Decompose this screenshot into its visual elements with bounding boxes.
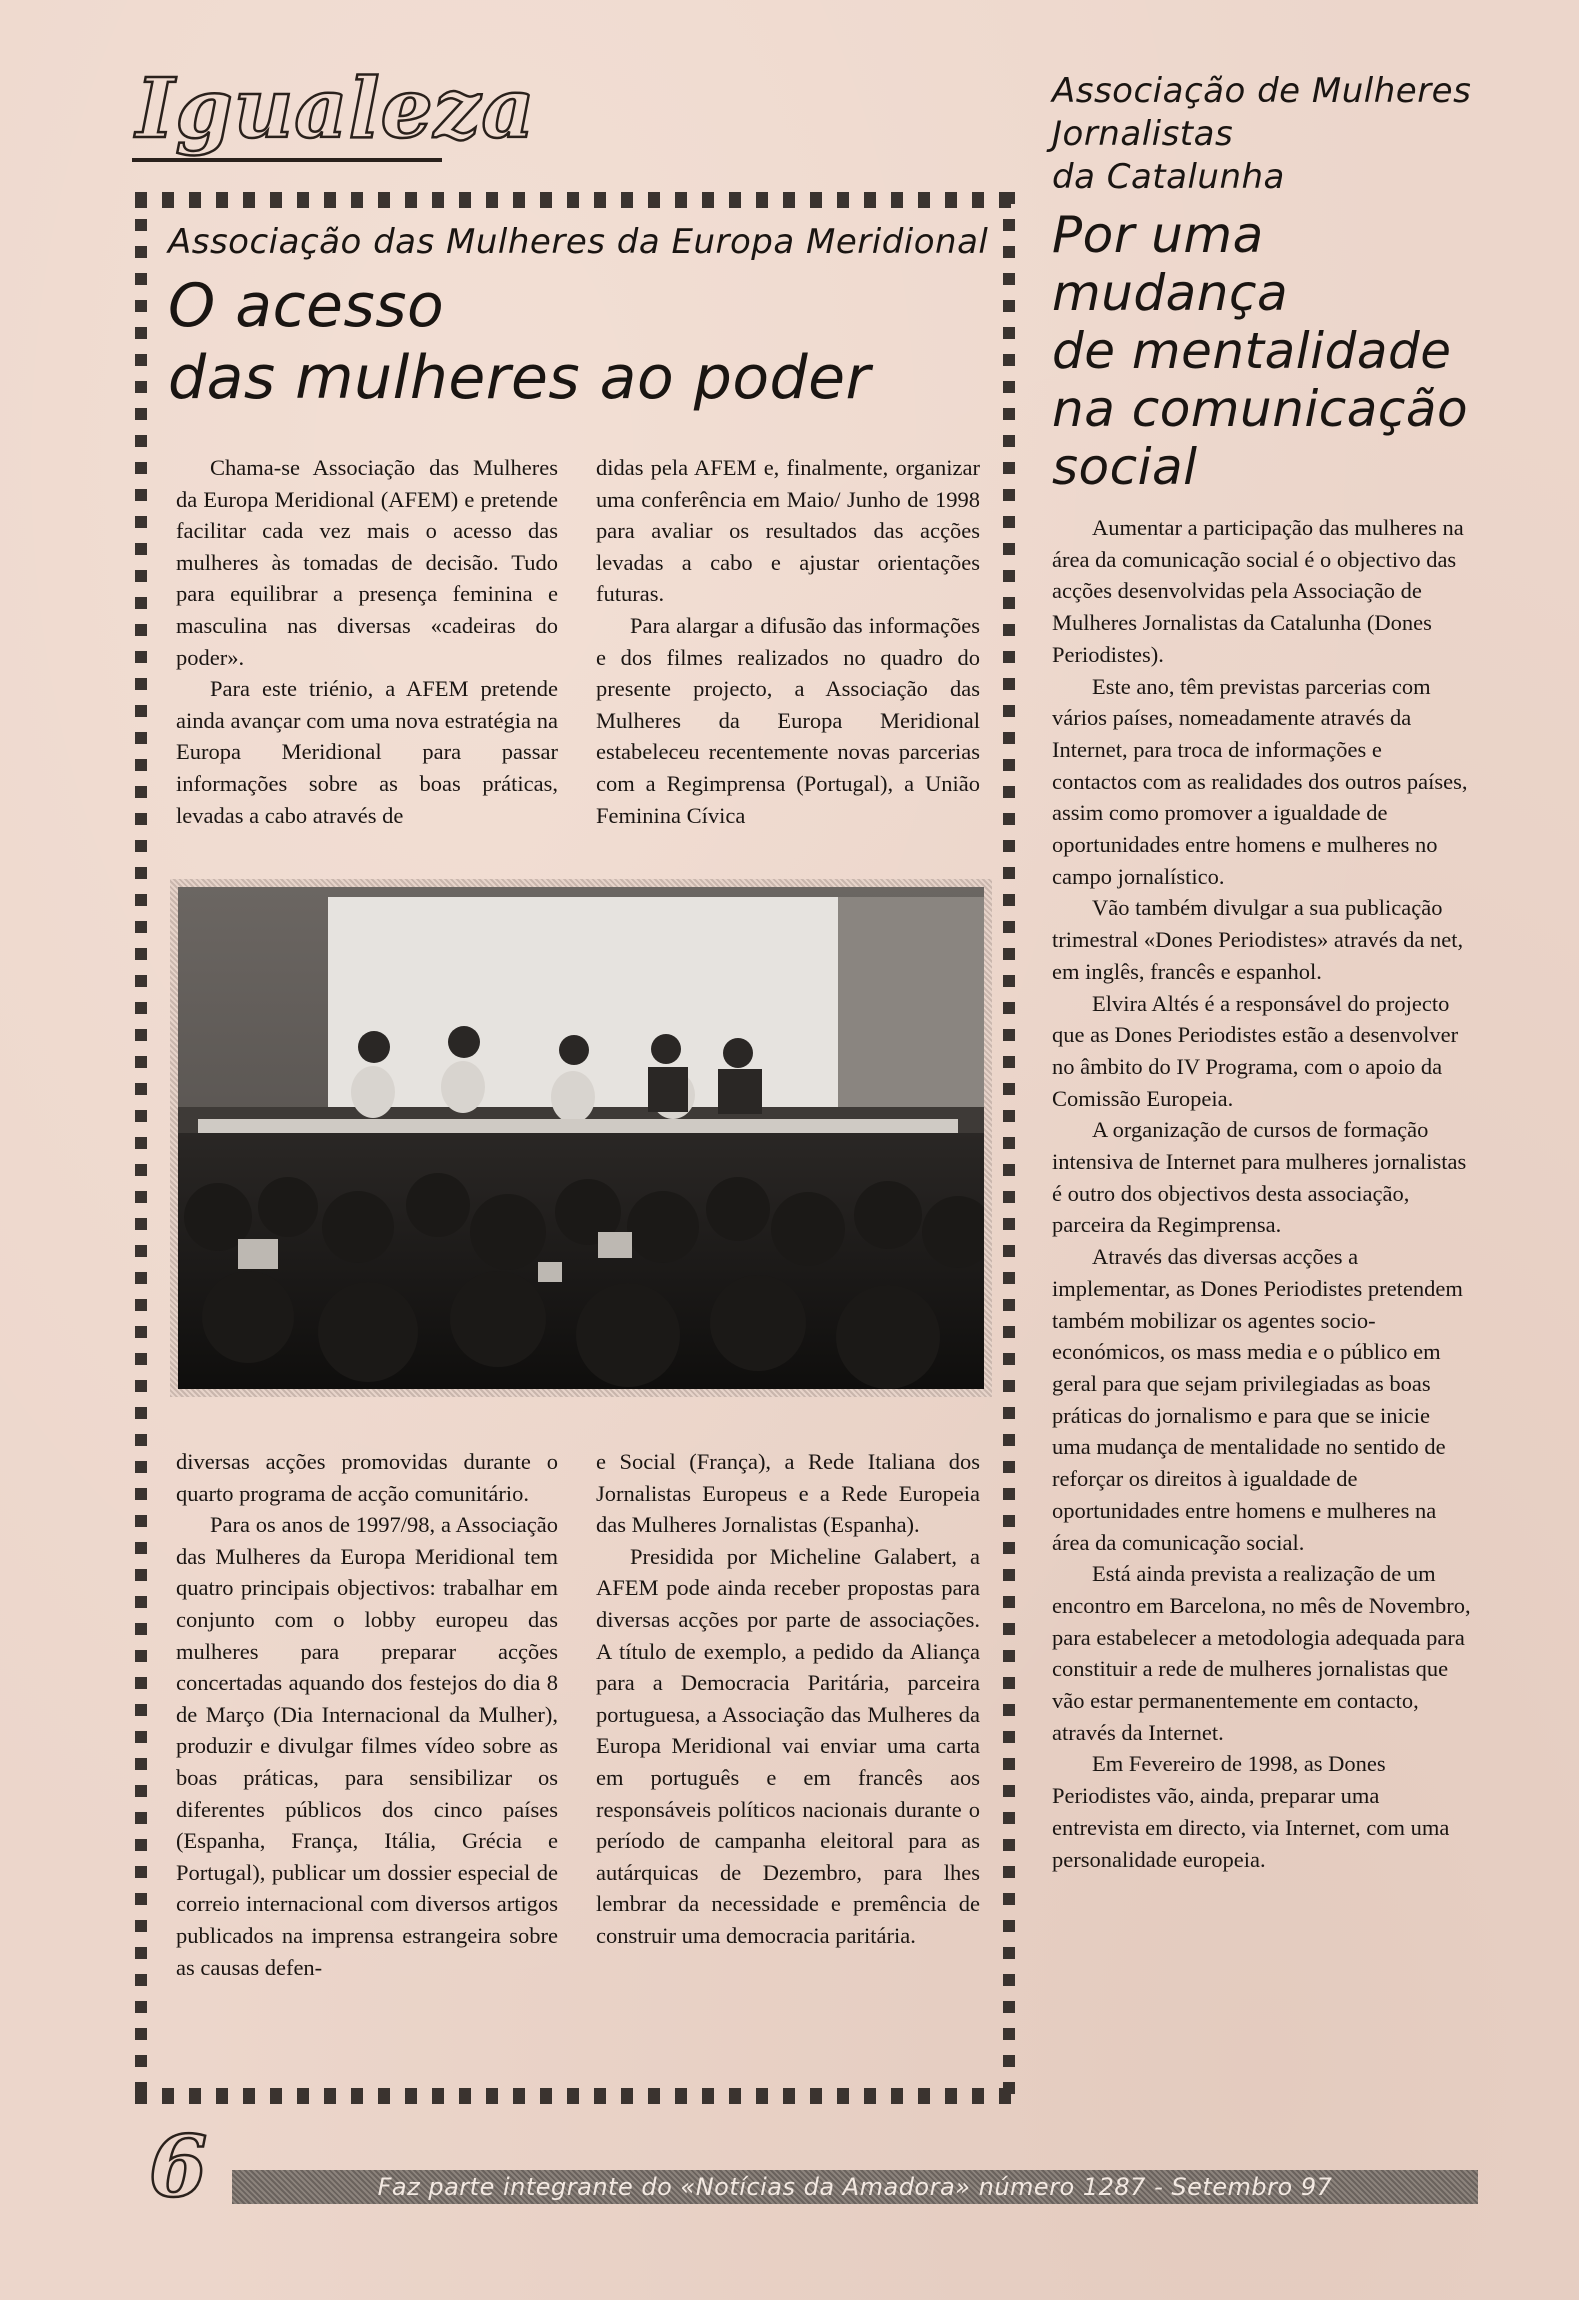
paragraph: Para este triénio, a AFEM pretende ainda avançar com uma nova estratégia na Europa Meridional para passar informações sobre as boas práticas, levadas a cabo através de — [176, 676, 558, 828]
dotted-frame-right — [1003, 192, 1015, 2104]
page-number: 6 — [148, 2122, 208, 2208]
left-col2-bottom — [596, 1446, 980, 1952]
paragraph: Este ano, têm previstas parcerias com vários países, nomeadamente através da Internet, para troca de informações e contactos com as realidades dos outros países, assim como promover a igualdade de oportunidades entre homens e mulheres no campo jornalístico. — [1052, 673, 1468, 889]
paragraph: Elvira Altés é a responsável do projecto que as Dones Periodistes estão a desenvolver no âmbito do IV Programa, com o apoio da Comissão Europeia. — [1052, 990, 1459, 1111]
left-col2-top — [596, 452, 980, 831]
paragraph: Chama-se Associação das Mulheres da Europa Meridional (AFEM) e pretende facilitar cada vez mais o acesso das mulheres às tomadas de decisão. Tudo para equilibrar a presença feminina e masculina nas diversas «cadeiras do poder». — [176, 455, 558, 670]
paragraph: Para os anos de 1997/98, a Associação das Mulheres da Europa Meridional tem quatro principais objectivos: trabalhar em conjunto com o lobby europeu das mulheres para preparar acções concertadas aquando dos festejos do dia 8 de Março (Dia Internacional da Mulher), produzir e divulgar filmes vídeo sobre as boas práticas, para sensibilizar os diferentes públicos dos cinco países (Espanha, França, Itália, Grécia e Portugal), publicar um dossier especial de correio internacional com diversos artigos publicados na imprensa estrangeira sobre as causas defen- — [176, 1512, 558, 1980]
paragraph: Está ainda prevista a realização de um encontro em Barcelona, no mês de Novembro, para estabelecer a metodologia adequada para constituir a rede de mulheres jornalistas que vão estar permanentemente em contacto, através da Internet. — [1052, 1561, 1471, 1745]
right-article-body — [1052, 512, 1472, 1875]
conference-photo-illustration — [178, 887, 984, 1389]
paragraph: didas pela AFEM e, finalmente, organizar uma conferência em Maio/ Junho de 1998 para avaliar os resultados das acções levadas a cabo e ajustar orientações futuras. — [596, 455, 980, 607]
paragraph: Em Fevereiro de 1998, as Dones Periodistes vão, ainda, preparar uma entrevista em directo, via Internet, com uma personalidade europeia. — [1052, 1751, 1450, 1872]
dotted-frame-left — [135, 192, 147, 2104]
headline-line-2: das mulheres ao poder — [168, 343, 871, 413]
left-col1-bottom — [176, 1446, 558, 1983]
dotted-frame-bottom — [135, 2088, 1015, 2104]
headline-line-3: de mentalidade — [1052, 322, 1452, 380]
headline-line-4: na comunicação — [1052, 380, 1469, 438]
right-article-kicker — [1052, 70, 1552, 199]
conference-photo — [178, 887, 984, 1389]
footer-text: Faz parte integrante do «Notícias da Amadora» número 1287 - Setembro 97 — [377, 2173, 1333, 2201]
paragraph: Para alargar a difusão das informações e dos filmes realizados no quadro do presente projecto, a Associação das Mulheres da Europa Meridional estabeleceu recentemente novas parcerias com a Regimprensa (Portugal), a União Feminina Cívica — [596, 612, 980, 828]
section-logo — [132, 61, 536, 172]
left-col1-top — [176, 452, 558, 831]
paragraph: A organização de cursos de formação intensiva de Internet para mulheres jornalistas é outro dos objectivos desta associação, parceira da Regimprensa. — [1052, 1117, 1467, 1238]
left-article-kicker: Associação das Mulheres da Europa Meridional — [168, 222, 989, 262]
dotted-frame-top — [135, 192, 1015, 208]
left-article-headline — [168, 270, 988, 414]
paragraph: Aumentar a participação das mulheres na área da comunicação social é o objectivo das acções desenvolvidas pela Associação de Mulheres Jornalistas da Catalunha (Dones Periodistes). — [1052, 515, 1464, 667]
headline-line-1: O acesso — [168, 271, 445, 341]
headline-line-5: social — [1052, 438, 1198, 496]
kicker-line-1: Associação de Mulheres — [1052, 71, 1472, 111]
kicker-line-2: Jornalistas — [1052, 114, 1234, 154]
paragraph: Através das diversas acções a implementar, as Dones Periodistes pretendem também mobilizar os agentes socio-económicos, os mass media e o público em geral para que sejam privilegiadas as boas práticas do jornalismo e para que se inicie uma mudança de mentalidade no sentido de reforçar os direitos à igualdade de oportunidades entre homens e mulheres na área da comunicação social. — [1052, 1244, 1463, 1555]
right-article-headline — [1052, 206, 1552, 496]
paragraph: Presidida por Micheline Galabert, a AFEM pode ainda receber propostas para diversas acções por parte de associações. A título de exemplo, a pedido da Aliança para a Democracia Paritária, parceira portuguesa, a Associação das Mulheres da Europa Meridional vai enviar uma carta em português e em francês aos responsáveis políticos nacionais durante o período de campanha eleitoral para as autárquicas de Dezembro, para lhes lembrar da necessidade e premência de construir uma democracia paritária. — [596, 1543, 980, 1948]
headline-line-1: Por uma — [1052, 206, 1264, 264]
paragraph: Vão também divulgar a sua publicação trimestral «Dones Periodistes» através da net, em inglês, francês e espanhol. — [1052, 895, 1464, 984]
footer-banner — [232, 2170, 1478, 2204]
paragraph: diversas acções promovidas durante o quarto programa de acção comunitário. — [176, 1449, 558, 1506]
page-number-badge — [138, 2122, 224, 2208]
kicker-line-3: da Catalunha — [1052, 157, 1285, 197]
headline-line-2: mudança — [1052, 264, 1289, 322]
paragraph: e Social (França), a Rede Italiana dos Jornalistas Europeus e a Rede Europeia das Mulheres Jornalistas (Espanha). — [596, 1449, 980, 1538]
logo-text: Igualeza — [136, 61, 536, 157]
logo-underline — [132, 158, 442, 162]
